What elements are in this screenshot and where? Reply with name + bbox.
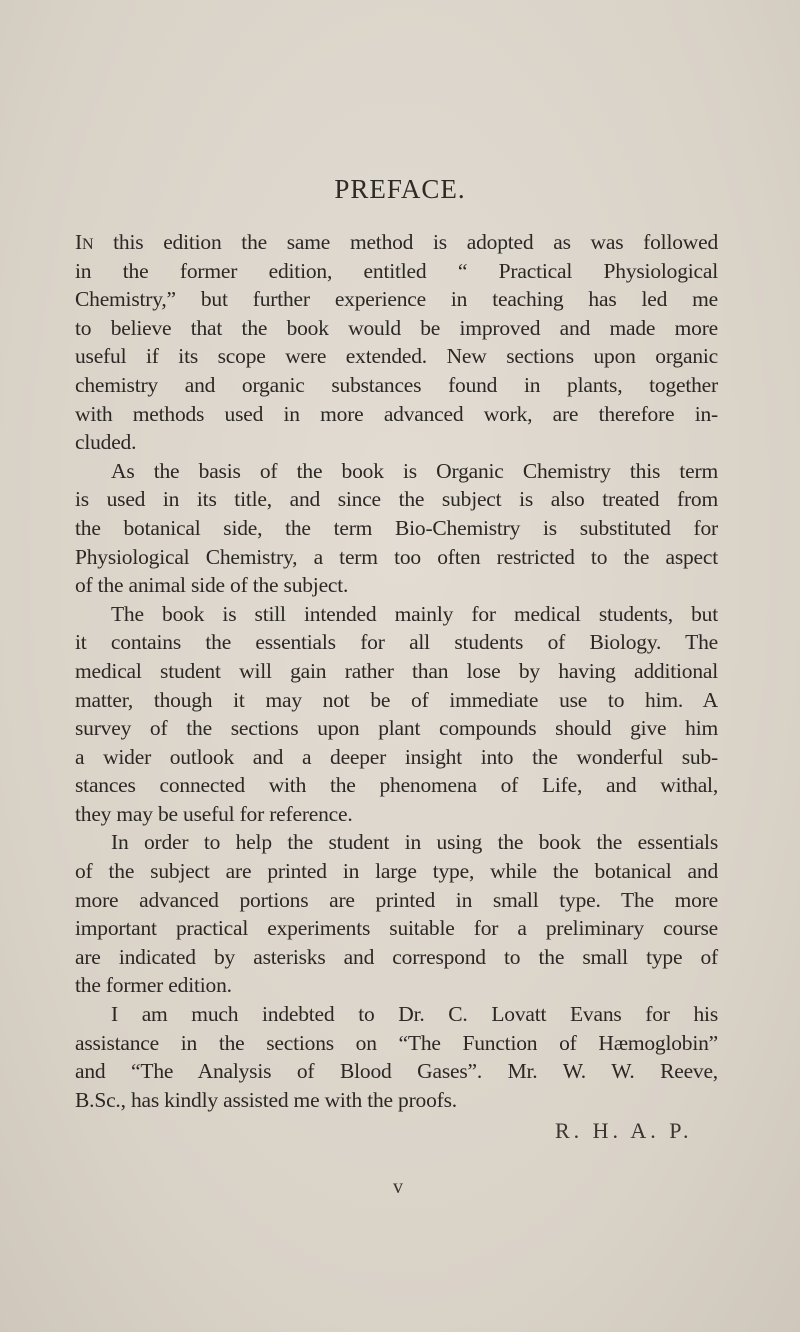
text-line: Chemistry,” but further experience in teaching has led me — [75, 287, 718, 312]
text-line: useful if its scope were extended. New sections upon organic — [75, 344, 718, 369]
preface-body — [75, 228, 718, 1114]
text-line: survey of the sections upon plant compounds should give him — [75, 716, 718, 741]
paragraph — [75, 828, 718, 1000]
text-line: more advanced portions are printed in small type. The more — [75, 887, 718, 912]
author-initials: R. H. A. P. — [555, 1118, 693, 1143]
text-line: assistance in the sections on “The Function of Hæmoglobin” — [75, 1030, 718, 1055]
text-line: is used in its title, and since the subject is also treated from — [75, 487, 718, 512]
text-line: of the subject are printed in large type, while the botanical and — [75, 859, 718, 884]
text-line: chemistry and organic substances found in plants, together — [75, 372, 718, 397]
text-line: are indicated by asterisks and correspond to the small type of — [75, 944, 718, 969]
text-line: In order to help the student in using the book the essentials — [111, 830, 718, 855]
text-line: the botanical side, the term Bio-Chemistry is substituted for — [75, 515, 718, 540]
text-line: cluded. — [75, 430, 137, 455]
text-line: to believe that the book would be improved and made more — [75, 315, 718, 340]
text-line: As the basis of the book is Organic Chemistry this term — [111, 458, 718, 483]
text-line: B.Sc., has kindly assisted me with the proofs. — [75, 1087, 457, 1112]
text-line: matter, though it may not be of immediate use to him. A — [75, 687, 718, 712]
text-line: of the animal side of the subject. — [75, 573, 349, 598]
text-line: in the former edition, entitled “ Practical Physiological — [75, 258, 718, 283]
text-line: and “The Analysis of Blood Gases”. Mr. W. W. Reeve, — [75, 1059, 718, 1084]
text-line: medical student will gain rather than lose by having additional — [75, 658, 718, 683]
paragraph — [75, 1000, 718, 1114]
page-title: PREFACE. — [334, 174, 466, 204]
text-line: I am much indebted to Dr. C. Lovatt Evans for his — [111, 1002, 718, 1027]
text-line: a wider outlook and a deeper insight into the wonderful sub- — [75, 744, 718, 769]
text-line: Physiological Chemistry, a term too often restricted to the aspect — [75, 544, 718, 569]
text-line: important practical experiments suitable for a preliminary course — [75, 916, 718, 941]
text-line: they may be useful for reference. — [75, 801, 353, 826]
text-line: The book is still intended mainly for medical students, but — [111, 601, 718, 626]
text-line: stances connected with the phenomena of Life, and withal, — [75, 773, 718, 798]
page-number: v — [393, 1176, 403, 1198]
text-line: with methods used in more advanced work, are therefore in- — [75, 401, 718, 426]
text-line: it contains the essentials for all students of Biology. The — [75, 630, 718, 655]
text-line: the former edition. — [75, 973, 232, 998]
paragraph — [75, 228, 718, 457]
paragraph — [75, 600, 718, 829]
paragraph — [75, 457, 718, 600]
text-line: IN this edition the same method is adopted as was followed — [75, 230, 718, 254]
